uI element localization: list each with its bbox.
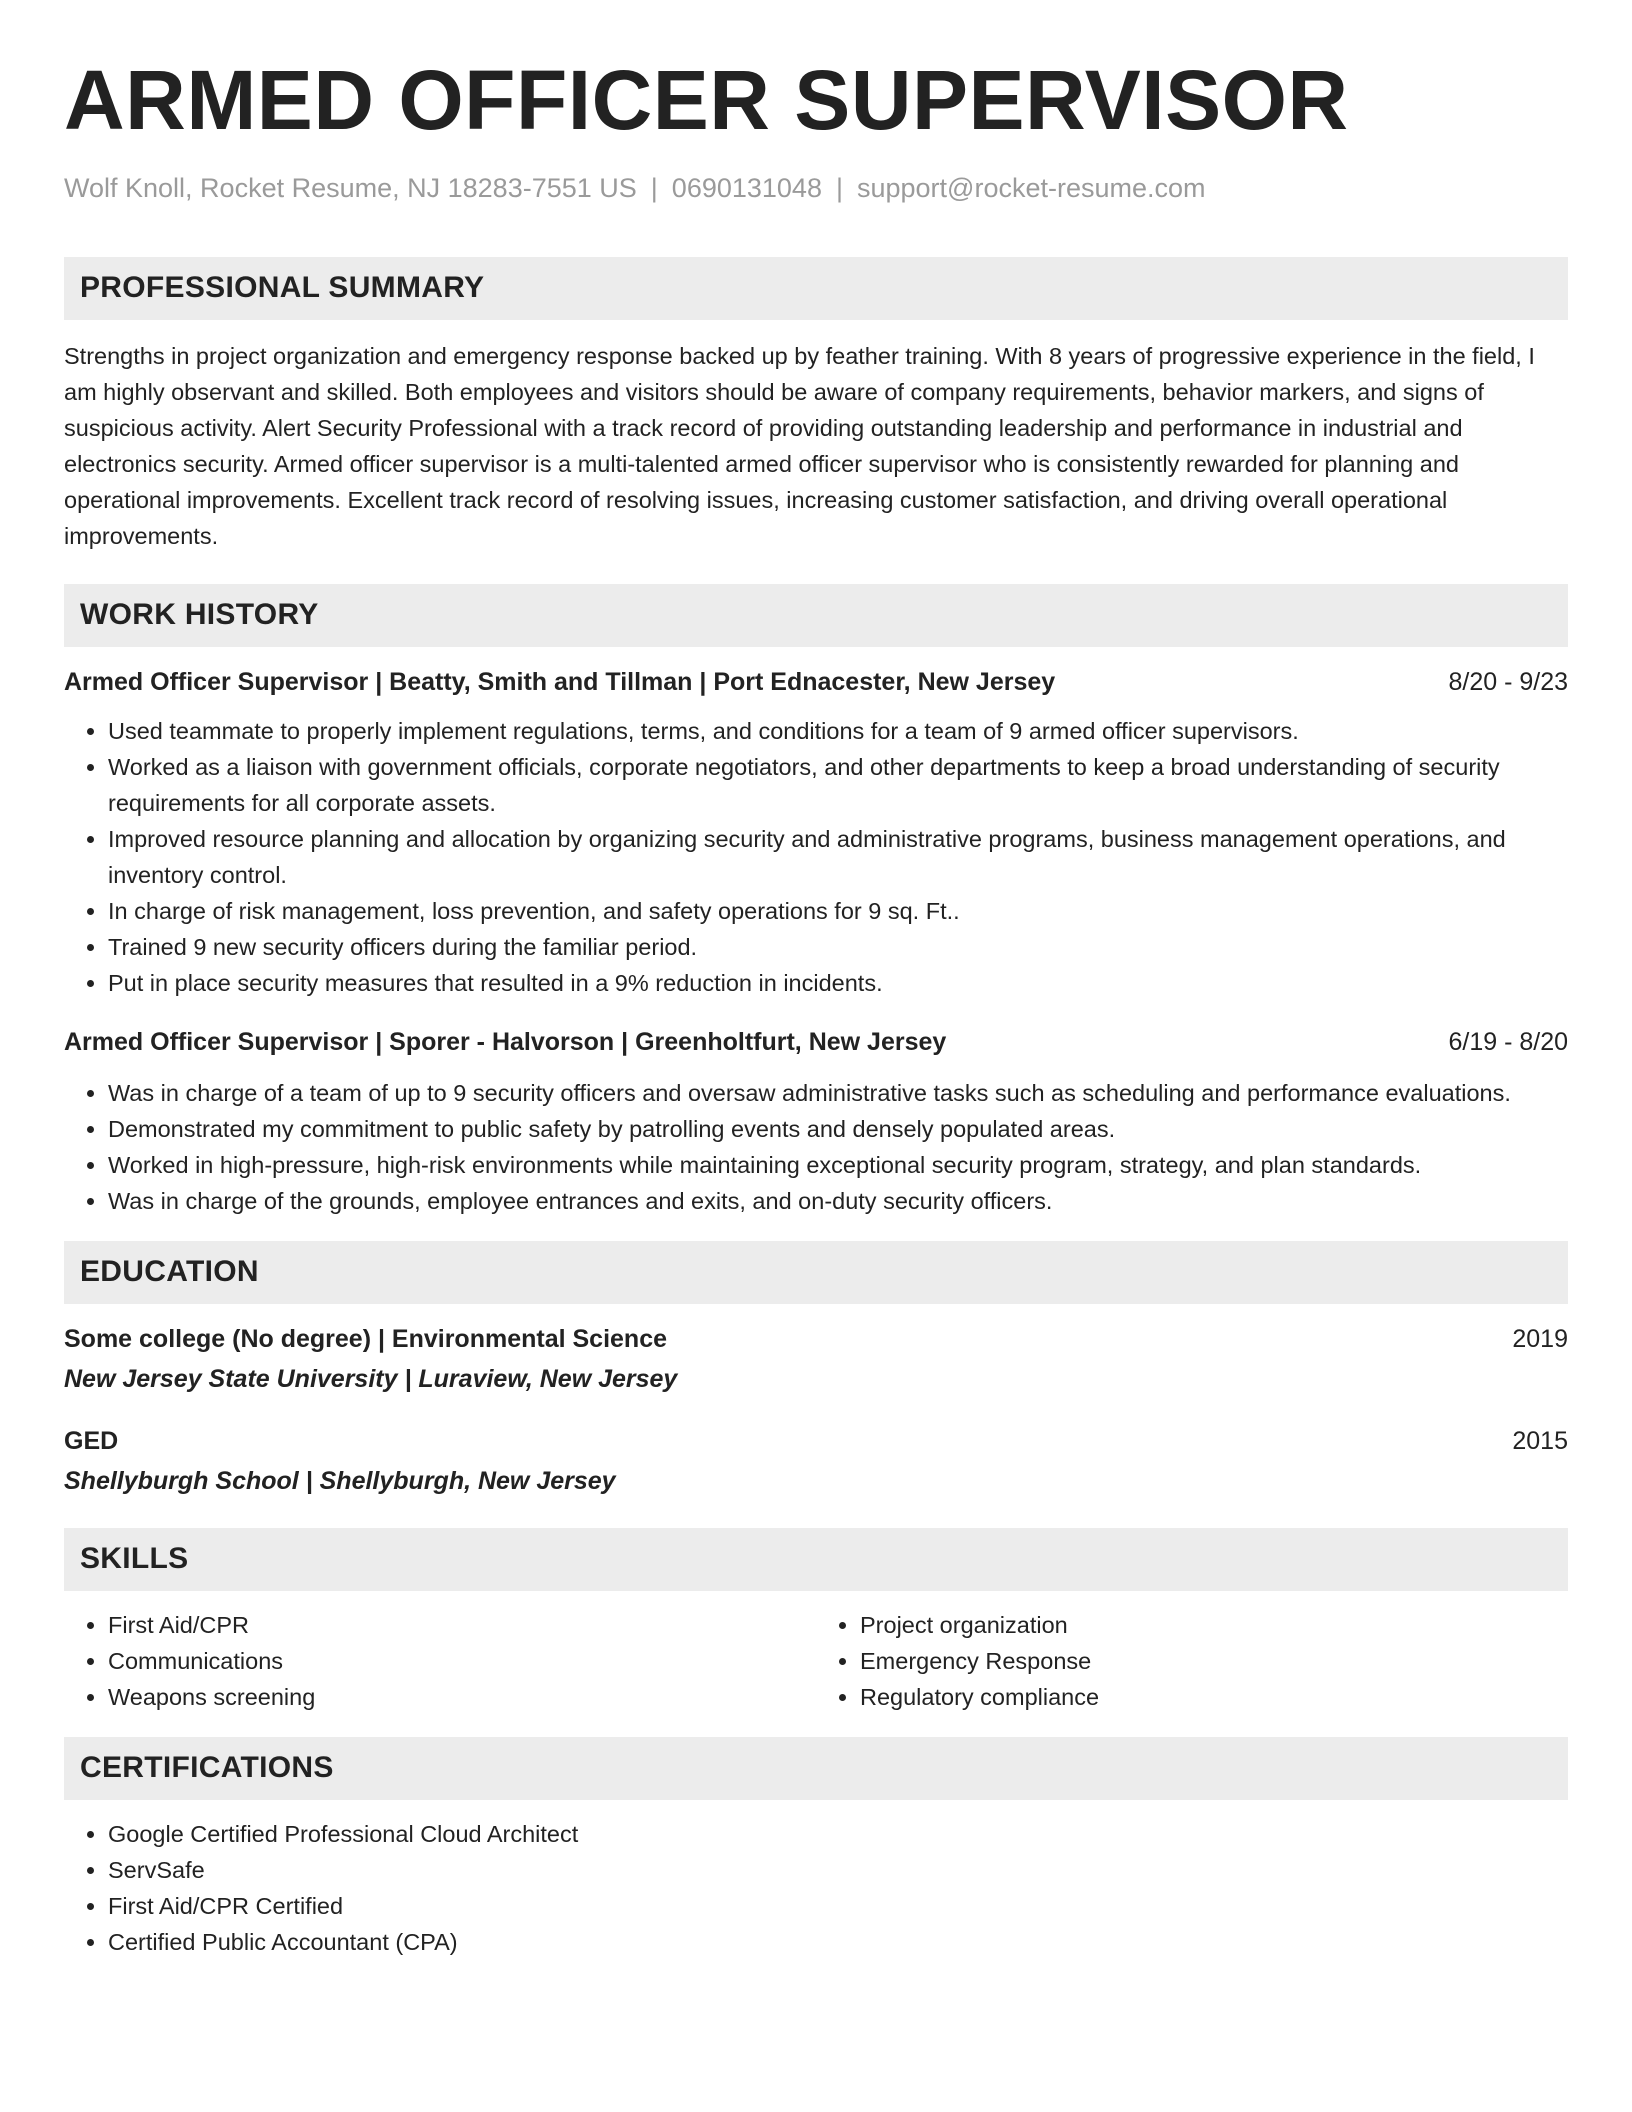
contact-line <box>64 172 1568 204</box>
list-item: • Was in charge of the grounds, employee entrances and exits, and on-duty security officers. <box>108 1183 1568 1219</box>
education-header <box>64 1424 1568 1458</box>
certification-item: • First Aid/CPR Certified <box>108 1888 1568 1924</box>
contact-phone: 0690131048 <box>671 173 822 204</box>
list-item: • Improved resource planning and allocation by organizing security and administrative programs, business management operations, and inventory control. <box>108 821 1568 893</box>
skill-item: • Regulatory compliance <box>860 1679 1568 1715</box>
list-item: • Demonstrated my commitment to public safety by patrolling events and densely populated areas. <box>108 1111 1568 1147</box>
skills-list-left <box>64 1607 816 1715</box>
education-entry <box>64 1322 1568 1396</box>
list-item: • Worked as a liaison with government officials, corporate negotiators, and other departments to keep a broad understanding of security requirements for all corporate assets. <box>108 749 1568 821</box>
certification-item: • Google Certified Professional Cloud Architect <box>108 1816 1568 1852</box>
skills-list-right <box>816 1607 1568 1715</box>
list-item: • Was in charge of a team of up to 9 security officers and oversaw administrative tasks such as scheduling and performance evaluations. <box>108 1075 1568 1111</box>
job-entry <box>64 665 1568 1001</box>
certification-item: • ServSafe <box>108 1852 1568 1888</box>
education-degree: Some college (No degree) | Environmental Science <box>64 1324 668 1353</box>
list-item: • Used teammate to properly implement regulations, terms, and conditions for a team of 9 armed officer supervisors. <box>108 713 1568 749</box>
section-header-certifications: CERTIFICATIONS <box>64 1737 1568 1800</box>
education-entry <box>64 1424 1568 1498</box>
job-entry <box>64 1025 1568 1219</box>
education-year: 2019 <box>1512 1324 1568 1353</box>
summary-text: Strengths in project organization and emergency response backed up by feather training. With 8 years of progressive experience in the field, I am highly observant and skilled. Both employees and visitors should be aware of company requirements, behavior markers, and signs of suspicious activity. Alert Security Professional with a track record of providing outstanding leadership and performance in industrial and electronics security. Armed officer supervisor is a multi-talented armed officer supervisor who is consistently rewarded for planning and operational improvements. Excellent track record of resolving issues, increasing customer satisfaction, and driving overall operational improvements. <box>64 342 1535 549</box>
resume-name: ARMED OFFICER SUPERVISOR <box>64 53 1349 147</box>
section-header-work-history: WORK HISTORY <box>64 584 1568 647</box>
contact-email: support@rocket-resume.com <box>856 173 1206 204</box>
section-header-skills: SKILLS <box>64 1528 1568 1591</box>
list-item: • Put in place security measures that resulted in a 9% reduction in incidents. <box>108 965 1568 1001</box>
contact-separator: | <box>650 173 658 204</box>
skill-item: • Communications <box>108 1643 816 1679</box>
education-school: New Jersey State University | Luraview, New Jersey <box>64 1364 678 1393</box>
list-item: • Worked in high-pressure, high-risk environments while maintaining exceptional security program, strategy, and plan standards. <box>108 1147 1568 1183</box>
education-header <box>64 1322 1568 1356</box>
job-dates: 6/19 - 8/20 <box>1448 1027 1568 1056</box>
list-item: • In charge of risk management, loss prevention, and safety operations for 9 sq. Ft.. <box>108 893 1568 929</box>
skill-item: • Weapons screening <box>108 1679 816 1715</box>
job-bullets <box>64 1075 1568 1219</box>
education-school: Shellyburgh School | Shellyburgh, New Jersey <box>64 1466 616 1495</box>
job-dates: 8/20 - 9/23 <box>1448 667 1568 696</box>
skill-item: • Project organization <box>860 1607 1568 1643</box>
section-header-education: EDUCATION <box>64 1241 1568 1304</box>
skill-item: • Emergency Response <box>860 1643 1568 1679</box>
contact-separator: | <box>835 173 843 204</box>
certification-item: • Certified Public Accountant (CPA) <box>108 1924 1568 1960</box>
education-year: 2015 <box>1512 1426 1568 1455</box>
job-header <box>64 665 1568 699</box>
certifications-list <box>64 1816 1568 1960</box>
contact-address: Wolf Knoll, Rocket Resume, NJ 18283-7551 US <box>64 173 637 204</box>
section-header-summary: PROFESSIONAL SUMMARY <box>64 257 1568 320</box>
job-title: Armed Officer Supervisor | Beatty, Smith and Tillman | Port Ednacester, New Jersey <box>64 667 1056 696</box>
job-bullets <box>64 713 1568 1001</box>
education-degree: GED <box>64 1426 119 1455</box>
job-header <box>64 1025 1568 1059</box>
job-title: Armed Officer Supervisor | Sporer - Halvorson | Greenholtfurt, New Jersey <box>64 1027 947 1056</box>
skills-grid <box>64 1607 1568 1715</box>
skill-item: • First Aid/CPR <box>108 1607 816 1643</box>
list-item: • Trained 9 new security officers during the familiar period. <box>108 929 1568 965</box>
